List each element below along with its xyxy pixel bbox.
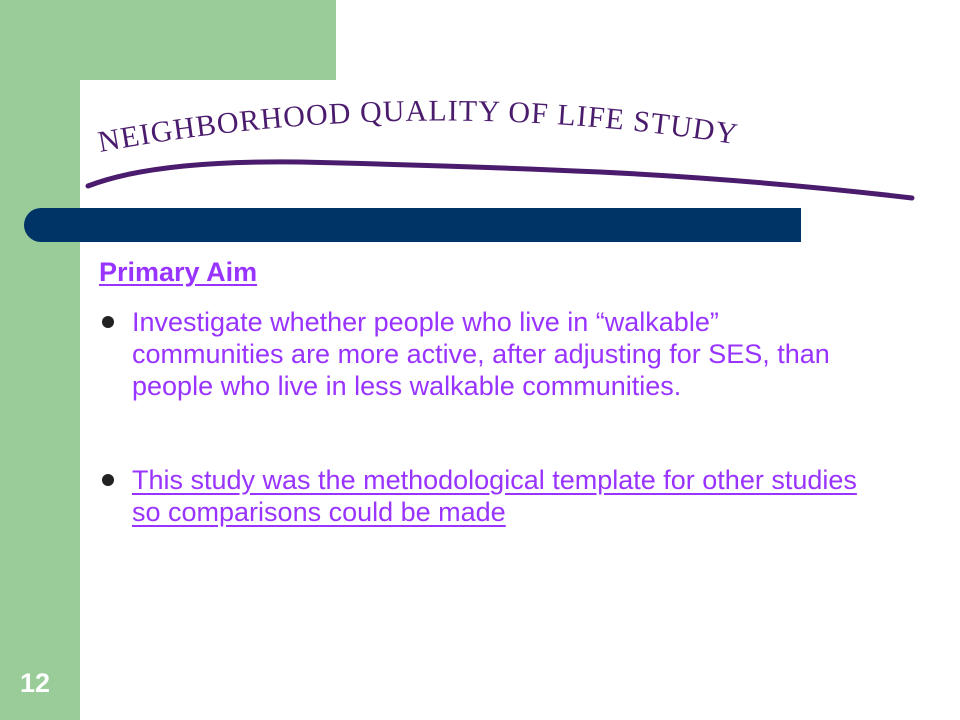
slide-title: NEIGHBORHOOD QUALITY OF LIFE STUDY <box>95 94 741 159</box>
bullet-text: Investigate whether people who live in “walkable” communities are more active, after adjusting for SES, than people who live in less walkable communities. <box>132 307 830 401</box>
page-number: 12 <box>20 668 51 698</box>
bullet-item-template[interactable] <box>100 464 870 528</box>
bullet-list <box>100 306 870 528</box>
title-bar <box>24 208 801 242</box>
primary-aim-heading: Primary Aim <box>99 257 258 287</box>
bullet-item-aim <box>100 306 870 402</box>
bullet-dot-icon <box>102 316 114 328</box>
title-underline-swoosh <box>88 162 912 198</box>
bullet-link-text[interactable]: This study was the methodological template for other studies so comparisons could be made <box>132 465 857 527</box>
bullet-dot-icon <box>102 474 114 486</box>
